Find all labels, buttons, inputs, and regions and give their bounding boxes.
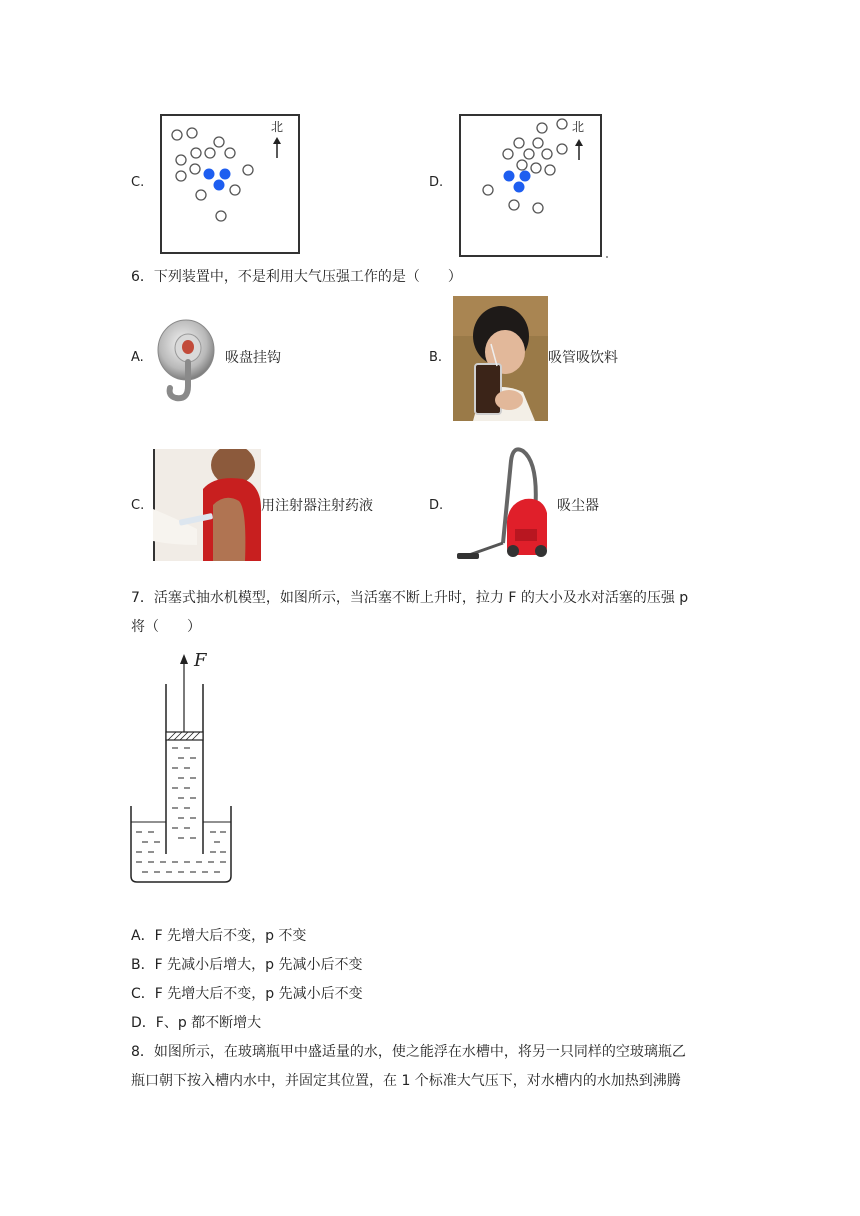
q6-option-b-text: 吸管吸饮料	[548, 350, 618, 366]
q7-stem-line2: 将（ ）	[131, 619, 201, 635]
dot-diagram-d	[459, 114, 602, 257]
q6-option-d-letter: D.	[429, 498, 444, 513]
q7-option-d-letter: D．	[131, 1015, 156, 1031]
syringe-injection-photo	[153, 449, 261, 561]
drinking-straw-photo	[453, 296, 548, 421]
vacuum-cleaner-photo	[455, 443, 551, 565]
q7-option-c-letter: C．	[131, 986, 155, 1002]
q6-option-c-letter: C.	[131, 498, 145, 513]
q7-option-a-letter: A．	[131, 928, 155, 944]
option-c-letter: C.	[131, 175, 145, 190]
q6-option-b-letter: B.	[429, 350, 443, 365]
q7-option-a	[131, 926, 306, 946]
q6-option-a-text: 吸盘挂钩	[225, 350, 281, 366]
q6-option-a-letter: A.	[131, 350, 144, 365]
q6-option-d-text: 吸尘器	[557, 498, 599, 514]
q7-option-a-text: F 先增大后不变，p 不变	[154, 928, 307, 944]
piston-pump-diagram	[128, 648, 234, 886]
q7-option-d	[131, 1013, 261, 1033]
north-label-d: 北	[572, 120, 585, 134]
option-d-letter: D.	[429, 175, 444, 190]
q6-stem: 6．下列装置中，不是利用大气压强工作的是（ ）	[131, 269, 462, 285]
dot-diagram-c-svg	[162, 116, 298, 252]
q6-option-c-text: 用注射器注射药液	[261, 498, 373, 514]
force-label: F	[194, 650, 207, 671]
q8-line1: 8．如图所示，在玻璃瓶甲中盛适量的水，使之能浮在水槽中，将另一只同样的空玻璃瓶乙	[131, 1044, 686, 1060]
stray-dot	[606, 256, 608, 258]
q7-stem-line1: 7．活塞式抽水机模型，如图所示，当活塞不断上升时，拉力 F 的大小及水对活塞的压强 p	[131, 590, 689, 606]
q7-option-c-text: F 先增大后不变，p 先减小后不变	[154, 986, 363, 1002]
dot-diagram-d-svg	[461, 116, 600, 255]
q8-line2: 瓶口朝下按入槽内水中，并固定其位置，在 1 个标准大气压下，对水槽内的水加热到沸腾	[131, 1073, 681, 1089]
dot-diagram-c	[160, 114, 300, 254]
q7-option-b-text: F 先减小后增大，p 先减小后不变	[154, 957, 363, 973]
q7-option-b	[131, 955, 362, 975]
suction-hook-photo	[154, 316, 216, 406]
north-label-c: 北	[271, 120, 284, 134]
q7-option-c	[131, 984, 363, 1004]
q7-option-b-letter: B．	[131, 957, 155, 973]
q7-option-d-text: F、p 都不断增大	[155, 1015, 262, 1031]
